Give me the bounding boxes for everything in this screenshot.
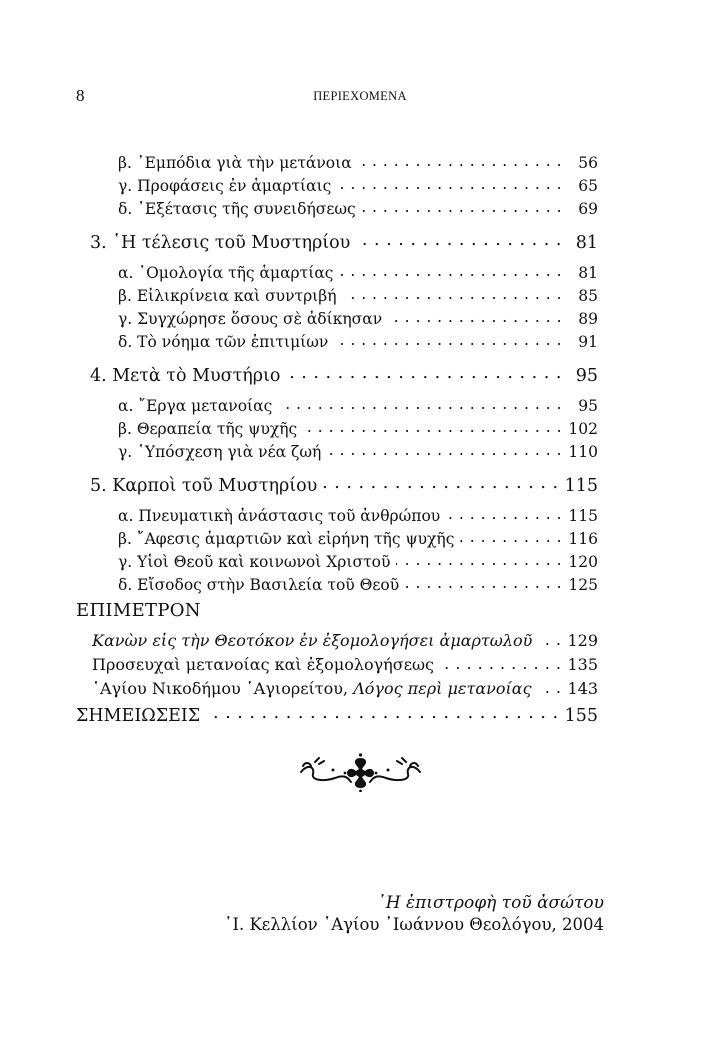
- leader-dots: [446, 505, 562, 521]
- toc-entry-work-title: Λόγος περὶ μετανοίας: [353, 679, 532, 698]
- toc-chapter-page: 115: [564, 475, 598, 496]
- leader-dots: [339, 262, 562, 278]
- toc-entry-author: ῾Αγίου Νικοδήμου ῾Αγιορείτου,: [92, 679, 354, 698]
- toc-entry-label: γ. ῾Υπόσχεση γιὰ νέα ζωή: [118, 442, 322, 461]
- illustration-caption-source: ῾Ι. Κελλίον ῾Αγίου ᾿Ιωάννου Θεολόγου, 2004: [224, 915, 604, 934]
- toc-entry-page: 143: [567, 679, 598, 698]
- toc-entry-label: γ. Συγχώρησε ὅσους σὲ ἀδίκησαν: [118, 309, 383, 328]
- leader-dots: [337, 175, 562, 191]
- toc-entry[interactable]: [118, 331, 598, 351]
- toc-entry-page: 116: [568, 529, 598, 548]
- toc-entry-label: β. Εἰλικρίνεια καὶ συντριβή: [118, 286, 337, 305]
- toc-entry[interactable]: [118, 551, 598, 571]
- leader-dots: [206, 703, 558, 721]
- toc-entry[interactable]: [118, 198, 598, 218]
- leader-dots: [538, 678, 562, 694]
- leader-dots: [286, 363, 562, 381]
- leader-dots: [538, 630, 561, 646]
- toc-entry-page: 89: [578, 309, 598, 328]
- toc-chapter-page: 95: [575, 365, 598, 386]
- toc-entry-label: α. ῾Ομολογία τῆς ἁμαρτίας: [118, 263, 334, 282]
- page-header: [0, 86, 720, 110]
- leader-dots: [405, 574, 562, 590]
- toc-entry[interactable]: [118, 574, 598, 594]
- toc-entry[interactable]: [118, 395, 598, 415]
- toc-entry-page: 56: [578, 153, 598, 172]
- leader-dots: [396, 551, 562, 567]
- cross-fleuron-ornament-icon: [293, 752, 428, 792]
- toc-notes-page: 155: [564, 705, 598, 726]
- toc-entry-label: γ. Υἱοὶ Θεοῦ καὶ κοινωνοὶ Χριστοῦ: [118, 552, 391, 571]
- toc-chapter-label: 5. Καρποὶ τοῦ Μυστηρίου: [90, 475, 318, 496]
- toc-entry[interactable]: [118, 175, 598, 195]
- toc-entry[interactable]: [118, 528, 598, 548]
- toc-entry[interactable]: [92, 678, 598, 698]
- page-number: 8: [76, 86, 85, 105]
- toc-entry-page: 95: [578, 396, 598, 415]
- toc-entry-label: δ. Τὸ νόημα τῶν ἐπιτιμίων: [118, 332, 329, 351]
- toc-entry-page: 85: [578, 286, 598, 305]
- toc-entry-label: δ. ᾿Εξέτασις τῆς συνειδήσεως: [118, 199, 356, 218]
- toc-entry[interactable]: [92, 630, 598, 650]
- toc-entry-page: 81: [578, 263, 598, 282]
- toc-chapter-3[interactable]: [90, 230, 598, 253]
- leader-dots: [460, 528, 562, 544]
- toc-entry[interactable]: [118, 285, 598, 305]
- toc-chapter-label: 3. ῾Η τέλεσις τοῦ Μυστηρίου: [90, 232, 351, 253]
- epimetron-heading: ΕΠΙΜΕΤΡΟΝ: [76, 600, 201, 621]
- toc-entry[interactable]: [118, 441, 598, 461]
- toc-entry[interactable]: [118, 152, 598, 172]
- toc-entry-page: 135: [567, 655, 598, 674]
- toc-entry-page: 110: [568, 442, 598, 461]
- toc-notes-label: ΣΗΜΕΙΩΣΕΙΣ: [76, 705, 201, 726]
- toc-entry[interactable]: [118, 308, 598, 328]
- toc-entry[interactable]: [118, 505, 598, 525]
- toc-entry-label: β. Θεραπεία τῆς ψυχῆς: [118, 419, 298, 438]
- toc-entry-page: 102: [568, 419, 598, 438]
- toc-entry[interactable]: [118, 418, 598, 438]
- toc-entry-page: 91: [578, 332, 598, 351]
- toc-entry-label: [92, 679, 538, 698]
- leader-dots: [343, 285, 562, 301]
- leader-dots: [278, 395, 562, 411]
- toc-entry[interactable]: [92, 654, 598, 674]
- toc-entry-page: 115: [568, 506, 598, 525]
- toc-chapter-label: 4. Μετὰ τὸ Μυστήριο: [90, 365, 281, 386]
- toc-chapter-4[interactable]: [90, 363, 598, 386]
- toc-entry-page: 69: [578, 199, 598, 218]
- leader-dots: [327, 441, 562, 457]
- toc-entry-label: γ. Προφάσεις ἐν ἁμαρτίαις: [118, 176, 332, 195]
- leader-dots: [358, 152, 562, 168]
- leader-dots: [440, 654, 561, 670]
- toc-entry-label: Κανὼν εἰς τὴν Θεοτόκον ἐν ἐξομολογήσει ἁμαρτωλοῦ: [92, 631, 533, 650]
- illustration-caption-title: ῾Η ἐπιστροφὴ τοῦ ἀσώτου: [377, 893, 604, 913]
- toc-notes[interactable]: [76, 703, 598, 726]
- leader-dots: [356, 230, 562, 248]
- toc-entry-page: 129: [567, 631, 598, 650]
- leader-dots: [303, 418, 562, 434]
- leader-dots: [388, 308, 562, 324]
- toc-chapter-page: 81: [575, 232, 598, 253]
- toc-entry-label: α. Πνευματικὴ ἀνάστασις τοῦ ἀνθρώπου: [118, 506, 441, 525]
- toc-entry-label: δ. Εἴσοδος στὴν Βασιλεία τοῦ Θεοῦ: [118, 575, 400, 594]
- toc-entry-page: 120: [568, 552, 598, 571]
- leader-dots: [334, 331, 562, 347]
- toc-entry-label: β. ῎Αφεσις ἁμαρτιῶν καὶ εἰρήνη τῆς ψυχῆς: [118, 529, 455, 548]
- toc-entry-label: α. ῎Εργα μετανοίας: [118, 396, 273, 415]
- toc-entry-page: 65: [578, 176, 598, 195]
- leader-dots: [362, 198, 562, 214]
- running-title: ΠΕΡΙΕΧΟΜΕΝΑ: [313, 89, 407, 103]
- toc-entry-label: Προσευχαὶ μετανοίας καὶ ἐξομολογήσεως: [92, 655, 434, 674]
- toc-entry-page: 125: [568, 575, 598, 594]
- leader-dots: [323, 473, 558, 491]
- toc-entry[interactable]: [118, 262, 598, 282]
- toc-entry-label: β. ᾿Εμπόδια γιὰ τὴν μετάνοια: [118, 153, 352, 172]
- toc-chapter-5[interactable]: [90, 473, 598, 496]
